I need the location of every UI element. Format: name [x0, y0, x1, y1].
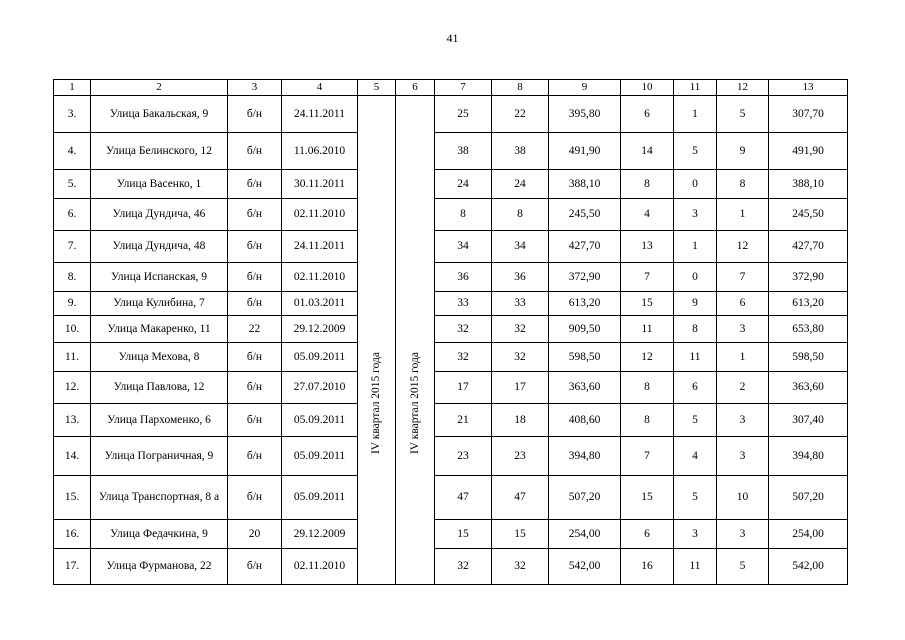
table-row	[54, 231, 848, 263]
cell-c10: 8	[621, 404, 674, 437]
cell-c9: 427,70	[549, 231, 621, 263]
cell-n: 12.	[54, 372, 91, 404]
cell-c13: 653,80	[769, 316, 848, 343]
cell-c7: 17	[435, 372, 492, 404]
cell-c7: 38	[435, 133, 492, 170]
header-cell: 1	[54, 80, 91, 96]
cell-street: Улица Макаренко, 11	[91, 316, 228, 343]
cell-c8: 47	[492, 476, 549, 520]
cell-c8: 23	[492, 437, 549, 476]
cell-c10: 12	[621, 343, 674, 372]
cell-c12: 8	[717, 170, 769, 199]
cell-c10: 8	[621, 372, 674, 404]
header-cell: 8	[492, 80, 549, 96]
cell-c8: 18	[492, 404, 549, 437]
vertical-text: IV квартал 2015 года	[408, 351, 421, 455]
cell-street: Улица Фурманова, 22	[91, 549, 228, 585]
cell-street: Улица Кулибина, 7	[91, 292, 228, 316]
cell-c8: 22	[492, 96, 549, 133]
cell-c3: б/н	[228, 372, 282, 404]
cell-c3: б/н	[228, 133, 282, 170]
cell-c10: 8	[621, 170, 674, 199]
cell-c11: 11	[674, 343, 717, 372]
cell-street: Улица Федачкина, 9	[91, 520, 228, 549]
cell-c7: 34	[435, 231, 492, 263]
cell-street: Улица Васенко, 1	[91, 170, 228, 199]
cell-date: 01.03.2011	[282, 292, 358, 316]
cell-c3: б/н	[228, 404, 282, 437]
cell-c10: 13	[621, 231, 674, 263]
cell-c3: б/н	[228, 199, 282, 231]
merged-cell-col5	[358, 96, 396, 585]
page-number: 41	[446, 31, 459, 45]
cell-c3: б/н	[228, 292, 282, 316]
header-cell: 2	[91, 80, 228, 96]
cell-c7: 32	[435, 549, 492, 585]
cell-date: 29.12.2009	[282, 520, 358, 549]
cell-c8: 36	[492, 263, 549, 292]
table-row	[54, 437, 848, 476]
cell-c13: 427,70	[769, 231, 848, 263]
cell-c7: 24	[435, 170, 492, 199]
cell-c11: 3	[674, 520, 717, 549]
cell-c11: 0	[674, 263, 717, 292]
vertical-text: IV квартал 2015 года	[370, 351, 382, 455]
cell-c13: 245,50	[769, 199, 848, 231]
cell-c11: 11	[674, 549, 717, 585]
cell-c11: 8	[674, 316, 717, 343]
cell-date: 05.09.2011	[282, 476, 358, 520]
cell-c8: 24	[492, 170, 549, 199]
cell-c7: 15	[435, 520, 492, 549]
header-cell: 4	[282, 80, 358, 96]
cell-c13: 307,40	[769, 404, 848, 437]
cell-c12: 3	[717, 437, 769, 476]
cell-n: 11.	[54, 343, 91, 372]
header-cell: 3	[228, 80, 282, 96]
cell-date: 24.11.2011	[282, 96, 358, 133]
cell-c11: 6	[674, 372, 717, 404]
cell-c13: 542,00	[769, 549, 848, 585]
cell-c12: 6	[717, 292, 769, 316]
cell-c3: б/н	[228, 343, 282, 372]
cell-date: 24.11.2011	[282, 231, 358, 263]
cell-c8: 32	[492, 343, 549, 372]
cell-c11: 5	[674, 133, 717, 170]
header-cell: 7	[435, 80, 492, 96]
cell-c12: 10	[717, 476, 769, 520]
cell-street: Улица Бакальская, 9	[91, 96, 228, 133]
cell-c11: 4	[674, 437, 717, 476]
cell-c12: 3	[717, 404, 769, 437]
header-cell: 9	[549, 80, 621, 96]
table-row	[54, 263, 848, 292]
cell-c7: 8	[435, 199, 492, 231]
header-row	[54, 80, 848, 96]
cell-c13: 254,00	[769, 520, 848, 549]
cell-c12: 3	[717, 316, 769, 343]
cell-c3: б/н	[228, 549, 282, 585]
cell-c9: 507,20	[549, 476, 621, 520]
cell-c12: 2	[717, 372, 769, 404]
cell-street: Улица Павлова, 12	[91, 372, 228, 404]
cell-c9: 613,20	[549, 292, 621, 316]
cell-street: Улица Пограничная, 9	[91, 437, 228, 476]
header-cell: 6	[396, 80, 435, 96]
cell-n: 16.	[54, 520, 91, 549]
cell-c3: б/н	[228, 96, 282, 133]
cell-c12: 3	[717, 520, 769, 549]
table-row	[54, 520, 848, 549]
cell-c7: 33	[435, 292, 492, 316]
cell-c8: 33	[492, 292, 549, 316]
cell-n: 13.	[54, 404, 91, 437]
cell-c3: 22	[228, 316, 282, 343]
cell-c13: 372,90	[769, 263, 848, 292]
cell-c3: б/н	[228, 231, 282, 263]
table-row	[54, 133, 848, 170]
cell-c8: 17	[492, 372, 549, 404]
cell-c13: 307,70	[769, 96, 848, 133]
cell-c9: 245,50	[549, 199, 621, 231]
cell-c12: 1	[717, 199, 769, 231]
cell-c3: б/н	[228, 476, 282, 520]
table-row	[54, 343, 848, 372]
cell-c7: 36	[435, 263, 492, 292]
cell-c8: 32	[492, 549, 549, 585]
cell-date: 02.11.2010	[282, 263, 358, 292]
cell-street: Улица Дундича, 46	[91, 199, 228, 231]
cell-c3: б/н	[228, 437, 282, 476]
cell-c10: 6	[621, 520, 674, 549]
cell-c7: 23	[435, 437, 492, 476]
cell-n: 8.	[54, 263, 91, 292]
cell-c12: 12	[717, 231, 769, 263]
cell-c9: 254,00	[549, 520, 621, 549]
cell-date: 27.07.2010	[282, 372, 358, 404]
cell-c11: 1	[674, 231, 717, 263]
cell-c9: 598,50	[549, 343, 621, 372]
header-cell: 13	[769, 80, 848, 96]
cell-n: 17.	[54, 549, 91, 585]
cell-c8: 15	[492, 520, 549, 549]
cell-date: 05.09.2011	[282, 343, 358, 372]
cell-c7: 32	[435, 316, 492, 343]
cell-c10: 15	[621, 476, 674, 520]
cell-c7: 21	[435, 404, 492, 437]
cell-street: Улица Белинского, 12	[91, 133, 228, 170]
cell-c3: 20	[228, 520, 282, 549]
cell-n: 7.	[54, 231, 91, 263]
cell-c11: 5	[674, 476, 717, 520]
cell-c13: 363,60	[769, 372, 848, 404]
cell-street: Улица Пархоменко, 6	[91, 404, 228, 437]
cell-street: Улица Испанская, 9	[91, 263, 228, 292]
cell-c10: 6	[621, 96, 674, 133]
cell-c11: 3	[674, 199, 717, 231]
cell-c7: 47	[435, 476, 492, 520]
cell-street: Улица Дундича, 48	[91, 231, 228, 263]
cell-c3: б/н	[228, 170, 282, 199]
cell-n: 14.	[54, 437, 91, 476]
cell-c10: 15	[621, 292, 674, 316]
cell-c13: 491,90	[769, 133, 848, 170]
cell-c11: 5	[674, 404, 717, 437]
cell-c9: 909,50	[549, 316, 621, 343]
cell-c9: 372,90	[549, 263, 621, 292]
table-row	[54, 199, 848, 231]
header-cell: 12	[717, 80, 769, 96]
cell-date: 05.09.2011	[282, 404, 358, 437]
cell-c13: 613,20	[769, 292, 848, 316]
header-cell: 11	[674, 80, 717, 96]
housing-table	[53, 79, 848, 585]
cell-c12: 7	[717, 263, 769, 292]
cell-date: 05.09.2011	[282, 437, 358, 476]
cell-n: 4.	[54, 133, 91, 170]
cell-c12: 5	[717, 96, 769, 133]
merged-cell-col6	[396, 96, 435, 585]
cell-date: 30.11.2011	[282, 170, 358, 199]
cell-date: 29.12.2009	[282, 316, 358, 343]
table-row	[54, 292, 848, 316]
cell-c9: 542,00	[549, 549, 621, 585]
cell-n: 15.	[54, 476, 91, 520]
table-row	[54, 549, 848, 585]
table-row	[54, 372, 848, 404]
cell-date: 11.06.2010	[282, 133, 358, 170]
cell-c12: 9	[717, 133, 769, 170]
header-cell: 5	[358, 80, 396, 96]
cell-c3: б/н	[228, 263, 282, 292]
cell-c10: 7	[621, 437, 674, 476]
cell-n: 6.	[54, 199, 91, 231]
table-row	[54, 170, 848, 199]
cell-n: 9.	[54, 292, 91, 316]
cell-c8: 8	[492, 199, 549, 231]
table-row	[54, 404, 848, 437]
cell-c10: 11	[621, 316, 674, 343]
cell-c12: 1	[717, 343, 769, 372]
cell-c13: 394,80	[769, 437, 848, 476]
cell-c9: 388,10	[549, 170, 621, 199]
cell-c7: 25	[435, 96, 492, 133]
cell-c8: 34	[492, 231, 549, 263]
table-row	[54, 316, 848, 343]
cell-c13: 598,50	[769, 343, 848, 372]
cell-c13: 507,20	[769, 476, 848, 520]
cell-n: 3.	[54, 96, 91, 133]
cell-c9: 395,80	[549, 96, 621, 133]
cell-c9: 394,80	[549, 437, 621, 476]
cell-c11: 0	[674, 170, 717, 199]
table-row	[54, 476, 848, 520]
cell-c8: 32	[492, 316, 549, 343]
cell-c7: 32	[435, 343, 492, 372]
table-row	[54, 96, 848, 133]
cell-c10: 16	[621, 549, 674, 585]
cell-c11: 9	[674, 292, 717, 316]
cell-c11: 1	[674, 96, 717, 133]
cell-date: 02.11.2010	[282, 199, 358, 231]
cell-n: 10.	[54, 316, 91, 343]
header-cell: 10	[621, 80, 674, 96]
cell-c10: 7	[621, 263, 674, 292]
cell-c8: 38	[492, 133, 549, 170]
cell-n: 5.	[54, 170, 91, 199]
cell-date: 02.11.2010	[282, 549, 358, 585]
cell-c10: 14	[621, 133, 674, 170]
cell-c13: 388,10	[769, 170, 848, 199]
cell-c12: 5	[717, 549, 769, 585]
cell-street: Улица Транспортная, 8 а	[91, 476, 228, 520]
cell-c9: 491,90	[549, 133, 621, 170]
cell-c9: 408,60	[549, 404, 621, 437]
cell-c10: 4	[621, 199, 674, 231]
cell-c9: 363,60	[549, 372, 621, 404]
cell-street: Улица Мехова, 8	[91, 343, 228, 372]
